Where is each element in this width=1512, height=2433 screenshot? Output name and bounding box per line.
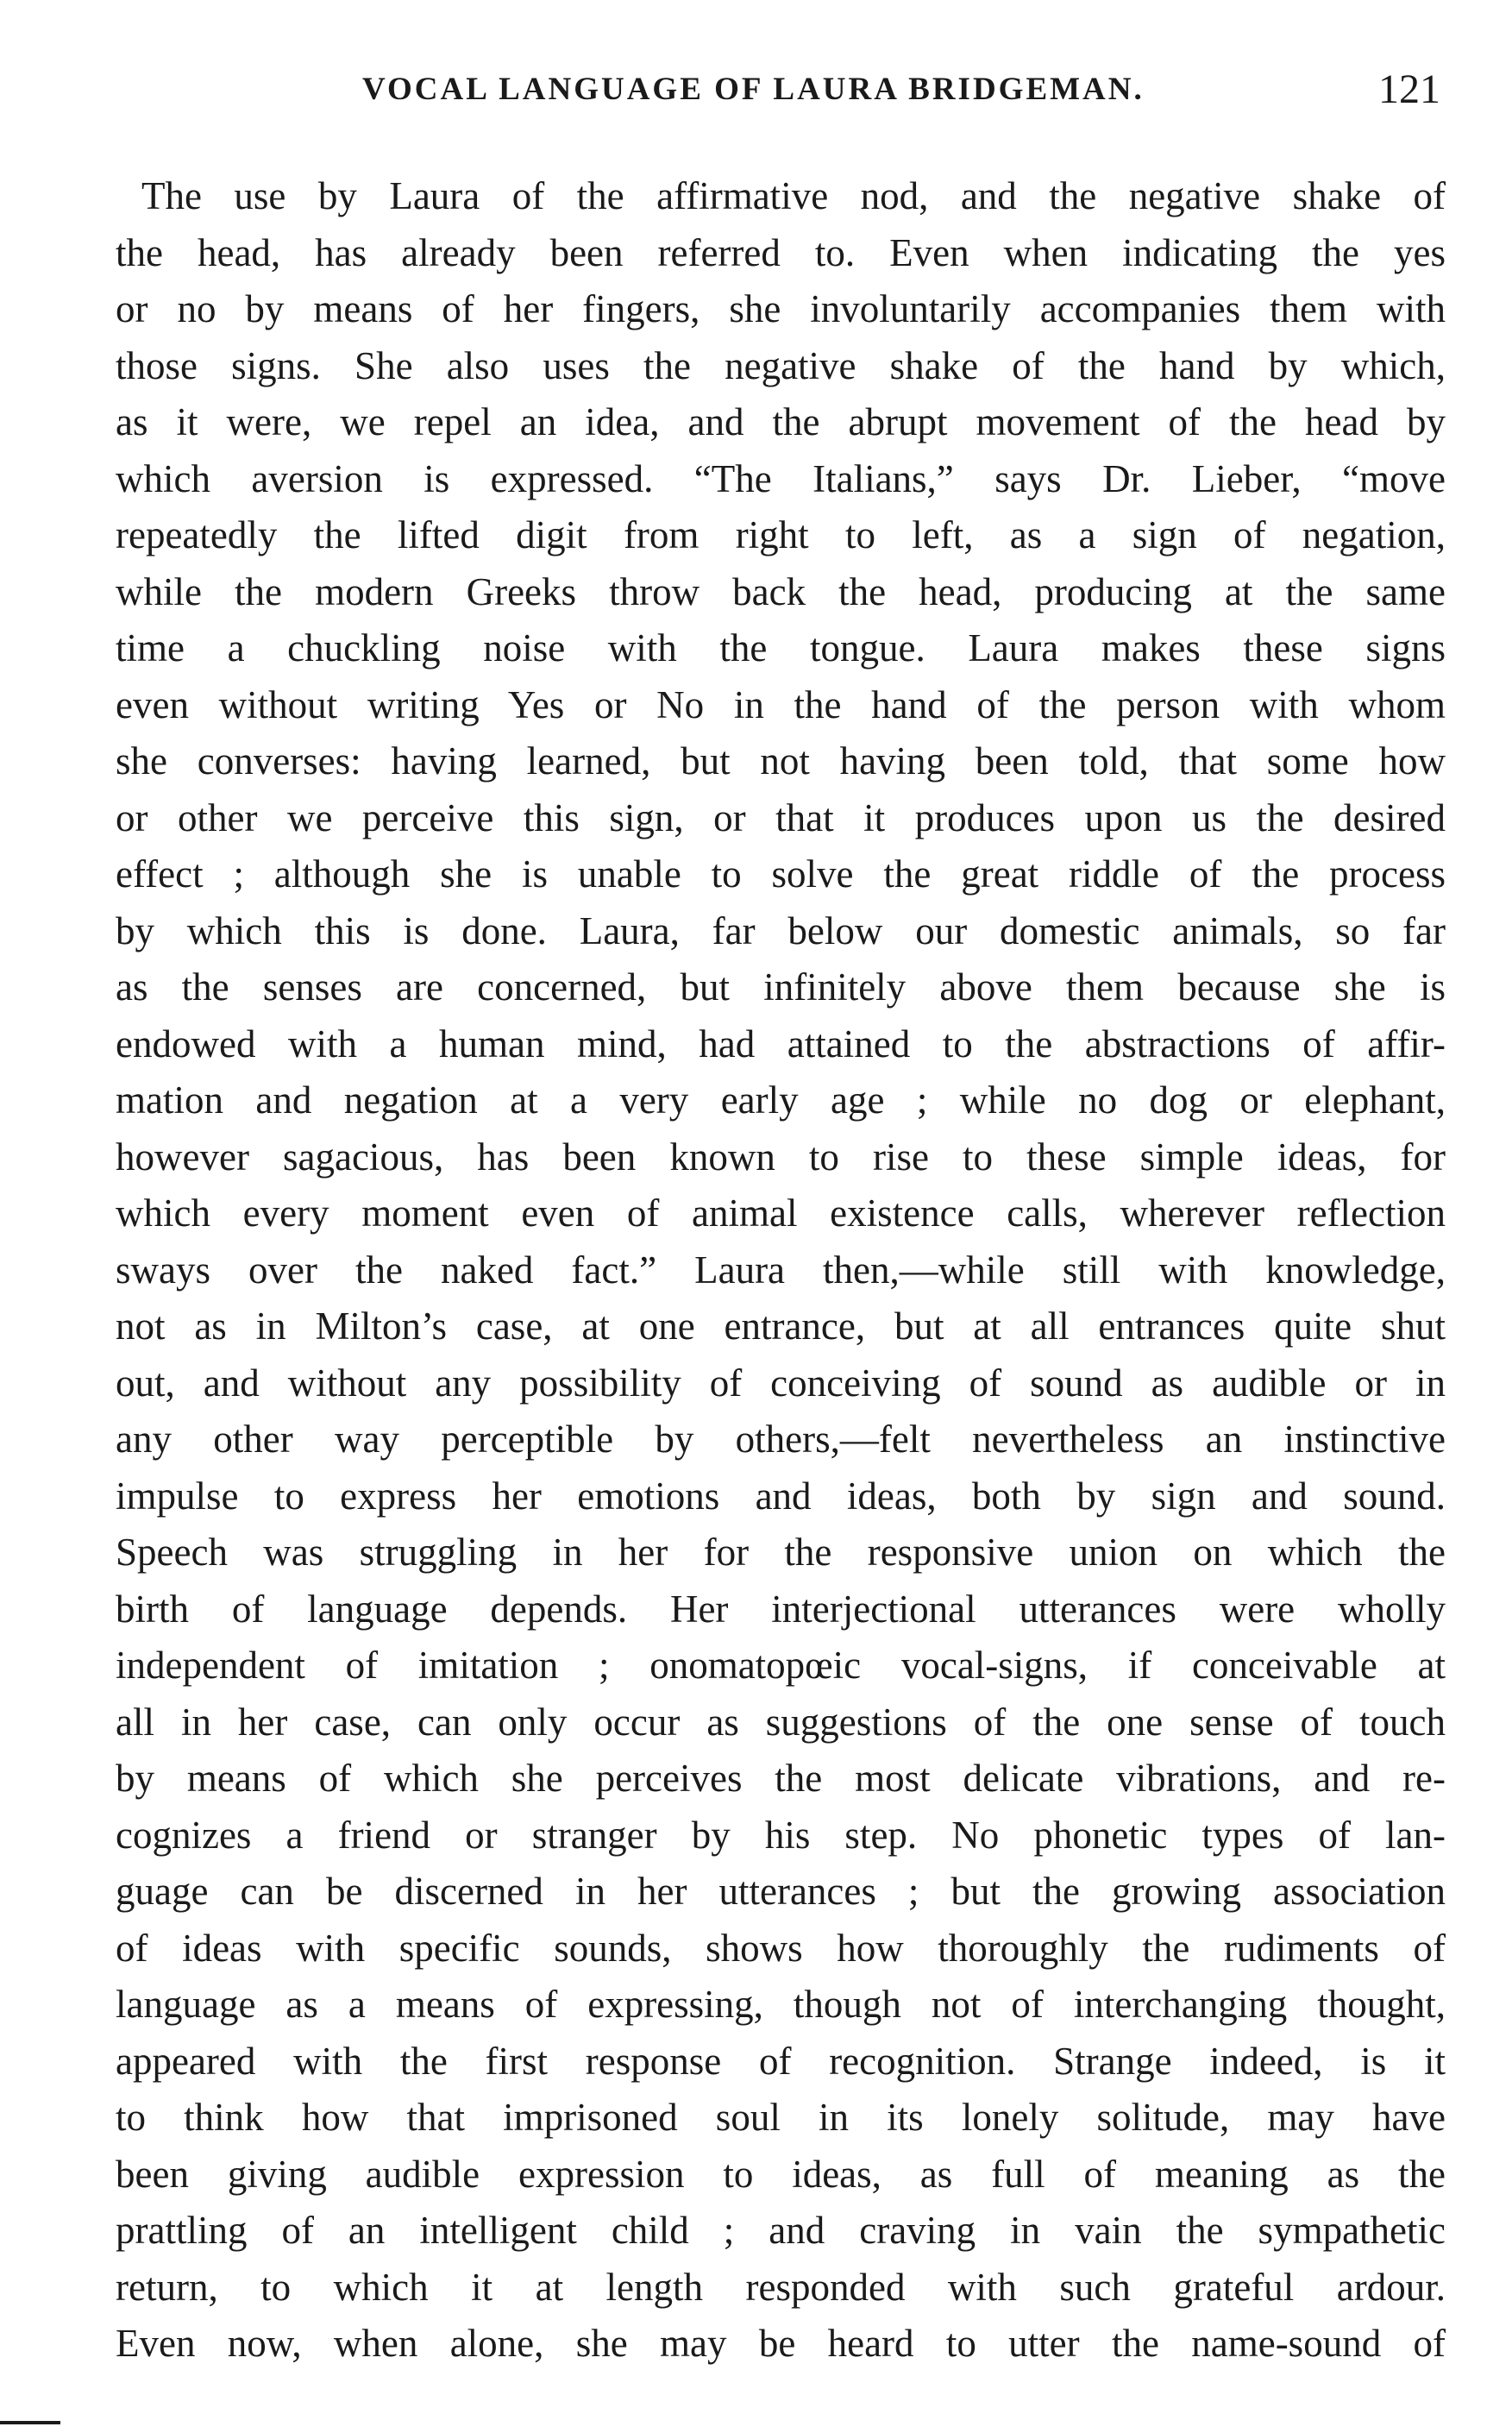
text-line: been giving audible expression to ideas, as full of meaning as the	[116, 2152, 1446, 2196]
text-line: cognizes a friend or stranger by his step. No phonetic types of lan-	[116, 1813, 1446, 1857]
running-title: VOCAL LANGUAGE OF LAURA BRIDGEMAN.	[362, 72, 1145, 107]
text-line: repeatedly the lifted digit from right to left, as a sign of negation,	[116, 513, 1446, 556]
text-line: The use by Laura of the affirmative nod, and the negative shake of	[141, 174, 1446, 217]
body-paragraph	[116, 168, 1446, 2373]
text-line: however sagacious, has been known to rise to these simple ideas, for	[116, 1135, 1446, 1179]
text-line: which every moment even of animal existence calls, wherever reflection	[116, 1191, 1446, 1235]
text-line: or other we perceive this sign, or that it produces upon us the desired	[116, 795, 1446, 839]
text-line: independent of imitation ; onomatopœic vocal-signs, if conceivable at	[116, 1644, 1446, 1687]
text-line: sways over the naked fact.” Laura then,—while still with knowledge,	[116, 1248, 1446, 1292]
text-line: to think how that imprisoned soul in its lonely solitude, may have	[116, 2096, 1446, 2139]
text-line: any other way perceptible by others,—felt nevertheless an instinctive	[116, 1418, 1446, 1461]
text-line: guage can be discerned in her utterances ; but the growing association	[116, 1870, 1446, 1913]
text-line: out, and without any possibility of conceiving of sound as audible or in	[116, 1361, 1446, 1405]
text-line: effect ; although she is unable to solve the great riddle of the process	[116, 852, 1446, 896]
text-line: return, to which it at length responded with such grateful ardour.	[116, 2265, 1446, 2309]
text-line: by which this is done. Laura, far below our domestic animals, so far	[116, 908, 1446, 952]
text-line: birth of language depends. Her interjectional utterances were wholly	[116, 1587, 1446, 1631]
text-line: which aversion is expressed. “The Italians,” says Dr. Lieber, “move	[116, 456, 1446, 500]
text-line: all in her case, can only occur as suggestions of the one sense of touch	[116, 1700, 1446, 1744]
text-line: language as a means of expressing, though not of interchanging thought,	[116, 1983, 1446, 2026]
text-line: the head, has already been referred to. Even when indicating the yes	[116, 230, 1446, 274]
text-line: endowed with a human mind, had attained to the abstractions of affir-	[116, 1022, 1446, 1066]
text-line: appeared with the first response of recognition. Strange indeed, is it	[116, 2039, 1446, 2083]
text-line: as the senses are concerned, but infinitely above them because she is	[116, 965, 1446, 1009]
text-line: as it were, we repel an idea, and the abrupt movement of the head by	[116, 400, 1446, 443]
text-line: impulse to express her emotions and ideas, both by sign and sound.	[116, 1474, 1446, 1518]
text-line: even without writing Yes or No in the hand of the person with whom	[116, 682, 1446, 726]
footer-rule	[0, 2421, 60, 2424]
text-line: mation and negation at a very early age ; while no dog or elephant,	[116, 1078, 1446, 1122]
text-line: she converses: having learned, but not having been told, that some how	[116, 739, 1446, 783]
text-line: not as in Milton’s case, at one entrance, but at all entrances quite shut	[116, 1305, 1446, 1348]
text-line: Even now, when alone, she may be heard to utter the name-sound of	[116, 2322, 1446, 2365]
text-line: while the modern Greeks throw back the head, producing at the same	[116, 569, 1446, 613]
text-line: or no by means of her fingers, she involuntarily accompanies them with	[116, 287, 1446, 330]
text-line: prattling of an intelligent child ; and craving in vain the sympathetic	[116, 2209, 1446, 2252]
text-line: Speech was struggling in her for the responsive union on which the	[116, 1531, 1446, 1574]
text-line: those signs. She also uses the negative shake of the hand by which,	[116, 343, 1446, 387]
running-head	[129, 66, 1440, 123]
page-number: 121	[1378, 66, 1440, 112]
text-line: of ideas with specific sounds, shows how thoroughly the rudiments of	[116, 1926, 1446, 1970]
text-line: time a chuckling noise with the tongue. Laura makes these signs	[116, 626, 1446, 670]
text-line: by means of which she perceives the most delicate vibrations, and re-	[116, 1757, 1446, 1800]
